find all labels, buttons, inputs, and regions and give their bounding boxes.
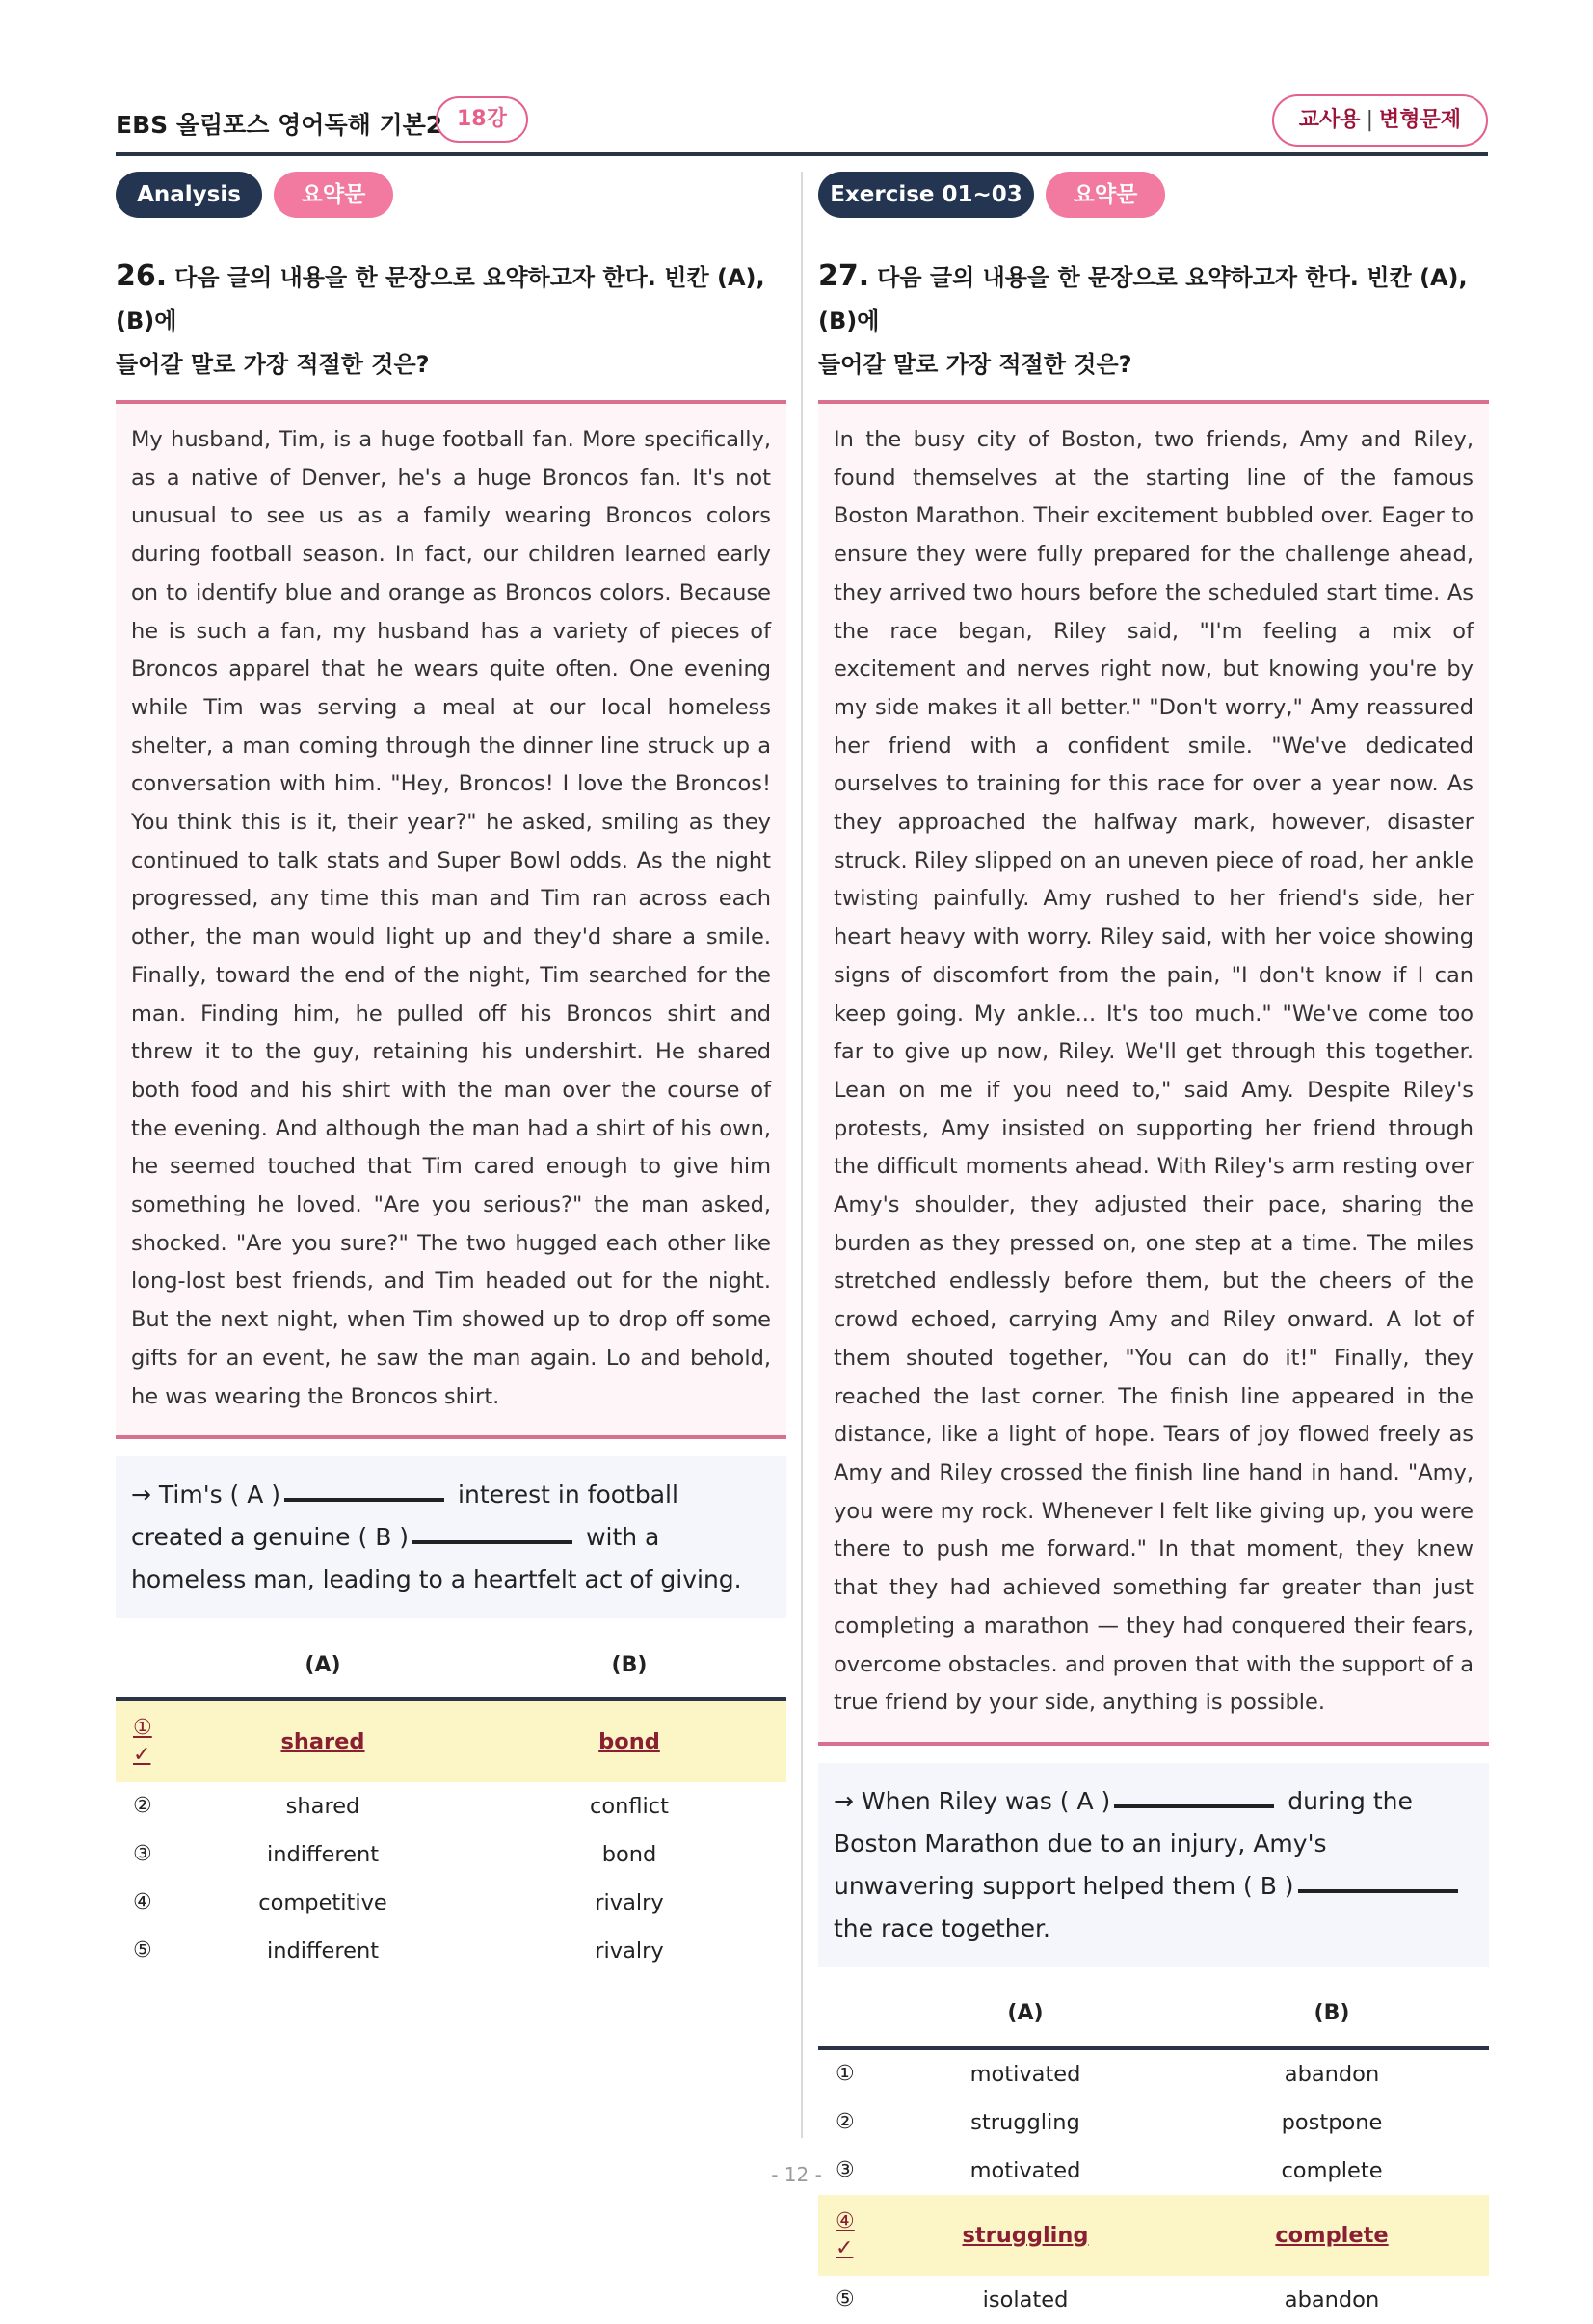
- option-a: struggling: [970, 2109, 1080, 2135]
- tab-exercise: Exercise 01~03: [818, 172, 1034, 218]
- option-row: [116, 1879, 786, 1927]
- option-b: complete: [1275, 2222, 1389, 2248]
- option-a: indifferent: [266, 1938, 380, 1964]
- question-title: [116, 254, 786, 387]
- question-type-label: 변형문제: [1378, 108, 1461, 132]
- option-marker: ④: [133, 1890, 152, 1915]
- page-header: [116, 94, 1488, 152]
- option-b: abandon: [1284, 2061, 1380, 2087]
- option-b: complete: [1281, 2157, 1383, 2183]
- options-table: [116, 1643, 786, 1975]
- passage: My husband, Tim, is a huge football fan. More specifically, as a native of Denver, he's a huge Broncos fan. It's not unusual to see us as a family wearing Broncos colors during football season. In fact, our children learned early on to identify blue and orange as Broncos colors. Because he is such a fan, my husband has a variety of pieces of Broncos apparel that he wears quite often. One evening while Tim was serving a meal at our local homeless shelter, a man coming through the dinner line struck up a conversation with him. "Hey, Broncos! I love the Broncos! You think this is it, their year?" he asked, smiling as they continued to talk stats and Super Bowl odds. As the night progressed, any time this man and Tim ran across each other, the man would light up and they'd share a smile. Finally, toward the end of the night, Tim searched for the man. Finding him, he pulled off his Broncos shirt and threw it to the guy, retaining his undershirt. He shared both food and his shirt with the man over the course of the evening. And although the man had a shirt of his own, he seemed touched that Tim cared enough to give him something he loved. "Are you serious?" the man asked, shocked. "Are you sure?" The two hugged each other like long-lost best friends, and Tim headed out for the night. But the next night, when Tim showed up to drop off some gifts for an event, he saw the man again. Lo and behold, he was wearing the Broncos shirt.: [116, 400, 786, 1439]
- option-b: bond: [601, 1842, 657, 1868]
- check-icon: ✓: [133, 1743, 151, 1768]
- option-row: [116, 1701, 786, 1782]
- summary-part-3: with a homeless man, leading to a heartfelt act of giving.: [131, 1523, 742, 1594]
- tab-analysis: Analysis: [116, 172, 262, 218]
- option-a: motivated: [969, 2061, 1081, 2087]
- option-a: indifferent: [266, 1842, 380, 1868]
- options-header: [116, 1643, 786, 1686]
- right-tabs: [818, 172, 1489, 220]
- question-number: 27.: [818, 259, 870, 293]
- check-icon: ✓: [836, 2235, 854, 2260]
- summary-sentence: [818, 1763, 1489, 1967]
- option-a: motivated: [969, 2157, 1081, 2183]
- summary-part-2: during the Boston Marathon due to an injury, Amy's unwavering support helped them ( B ): [834, 1786, 1413, 1900]
- option-marker: ⑤: [133, 1938, 152, 1963]
- option-marker: ②: [836, 2109, 855, 2134]
- question-title: [818, 254, 1489, 387]
- summary-part-2: interest in football created a genuine ( B ): [131, 1481, 678, 1552]
- option-row: [818, 2098, 1489, 2147]
- option-a: shared: [280, 1729, 365, 1755]
- blank-a: [1114, 1804, 1274, 1808]
- right-column: [818, 172, 1489, 2324]
- option-b: rivalry: [595, 1938, 664, 1964]
- option-marker: ③: [133, 1842, 152, 1867]
- book-title: EBS 올림포스 영어독해 기본2: [116, 111, 443, 139]
- option-marker: ⑤: [836, 2286, 855, 2311]
- header-a: (A): [1007, 2001, 1044, 2026]
- lesson-badge: 18강: [436, 96, 528, 143]
- option-b: bond: [598, 1729, 660, 1755]
- left-column: [116, 172, 786, 1975]
- options-table: [818, 1992, 1489, 2324]
- option-row: [116, 1782, 786, 1830]
- option-row: [116, 1830, 786, 1879]
- header-b: (B): [1314, 2001, 1350, 2026]
- option-marker: ④ ✓: [836, 2208, 855, 2260]
- option-row: [818, 2276, 1489, 2324]
- header-a: (A): [305, 1652, 341, 1677]
- column-divider: [801, 172, 803, 2138]
- question-prompt-2: 들어갈 말로 가장 적절한 것은?: [818, 351, 1132, 378]
- option-marker: ① ✓: [133, 1716, 152, 1768]
- question-prompt-1: 다음 글의 내용을 한 문장으로 요약하고자 한다. 빈칸 (A), (B)에: [116, 264, 765, 334]
- question-prompt-2: 들어갈 말로 가장 적절한 것은?: [116, 351, 430, 378]
- header-b: (B): [611, 1652, 648, 1677]
- option-marker: ③: [836, 2157, 855, 2182]
- passage: In the busy city of Boston, two friends, Amy and Riley, found themselves at the starting line of the famous Boston Marathon. Their excitement bubbled over. Eager to ensure they were fully prepared for the challenge ahead, they arrived two hours before the scheduled start time. As the race began, Riley said, "I'm feeling a mix of excitement and nerves right now, but knowing you're by my side makes it all better." "Don't worry," Amy reassured her friend with a confident smile. "We've dedicated ourselves to training for this race for over a year now. As they approached the halfway mark, however, disaster struck. Riley slipped on an uneven piece of road, her ankle twisting painfully. Amy rushed to her friend's side, her heart heavy with worry. Riley said, with her voice showing signs of discomfort from the pain, "I don't know if I can keep going. My ankle... It's too much." "We've come too far to give up now, Riley. We'll get through this together. Lean on me if you need to," said Amy. Despite Riley's protests, Amy insisted on supporting her friend through the difficult moments ahead. With Riley's arm resting over Amy's shoulder, they adjusted their pace, sharing the burden as they pressed on, one step at a time. The miles stretched endlessly before them, but the cheers of the crowd echoed, carrying Amy and Riley onward. A lot of them shouted together, "You can do it!" Finally, they reached the last corner. The finish line appeared in the distance, like a light of hope. Tears of joy flowed freely as Amy and Riley crossed the finish line hand in hand. "Amy, you were my rock. Whenever I felt like giving up, you were there to push me forward." In that moment, they knew that they had achieved something far greater than just completing a marathon — they had conquered their fears, overcome obstacles. and proven that with the support of a true friend by your side, anything is possible.: [818, 400, 1489, 1746]
- teacher-label: 교사용: [1298, 108, 1361, 132]
- option-marker: ②: [133, 1794, 152, 1819]
- blank-b: [1298, 1889, 1458, 1893]
- options-header: [818, 1992, 1489, 2035]
- tab-summary: 요약문: [274, 172, 393, 218]
- summary-part-3: the race together.: [834, 1913, 1050, 1942]
- tab-summary: 요약문: [1046, 172, 1165, 218]
- summary-part-1: → When Riley was ( A ): [834, 1786, 1111, 1815]
- page-number: - 12 -: [771, 2163, 822, 2186]
- option-b: abandon: [1284, 2286, 1380, 2312]
- option-row: [818, 2195, 1489, 2276]
- option-a: competitive: [258, 1890, 387, 1916]
- option-b: postpone: [1281, 2109, 1383, 2135]
- blank-b: [412, 1540, 572, 1544]
- header-rule: [116, 152, 1488, 156]
- option-a: struggling: [962, 2222, 1089, 2248]
- question-number: 26.: [116, 259, 168, 293]
- option-marker: ①: [836, 2061, 855, 2086]
- blank-a: [284, 1498, 444, 1502]
- teacher-badge: [1272, 94, 1488, 147]
- option-row: [818, 2050, 1489, 2098]
- option-b: rivalry: [595, 1890, 664, 1916]
- summary-part-1: → Tim's ( A ): [131, 1481, 281, 1509]
- option-b: conflict: [589, 1794, 669, 1820]
- option-a: shared: [285, 1794, 360, 1820]
- option-a: isolated: [982, 2286, 1069, 2312]
- left-tabs: [116, 172, 786, 220]
- question-prompt-1: 다음 글의 내용을 한 문장으로 요약하고자 한다. 빈칸 (A), (B)에: [818, 264, 1468, 334]
- option-row: [116, 1927, 786, 1975]
- summary-sentence: [116, 1456, 786, 1618]
- teacher-separator: |: [1366, 108, 1373, 132]
